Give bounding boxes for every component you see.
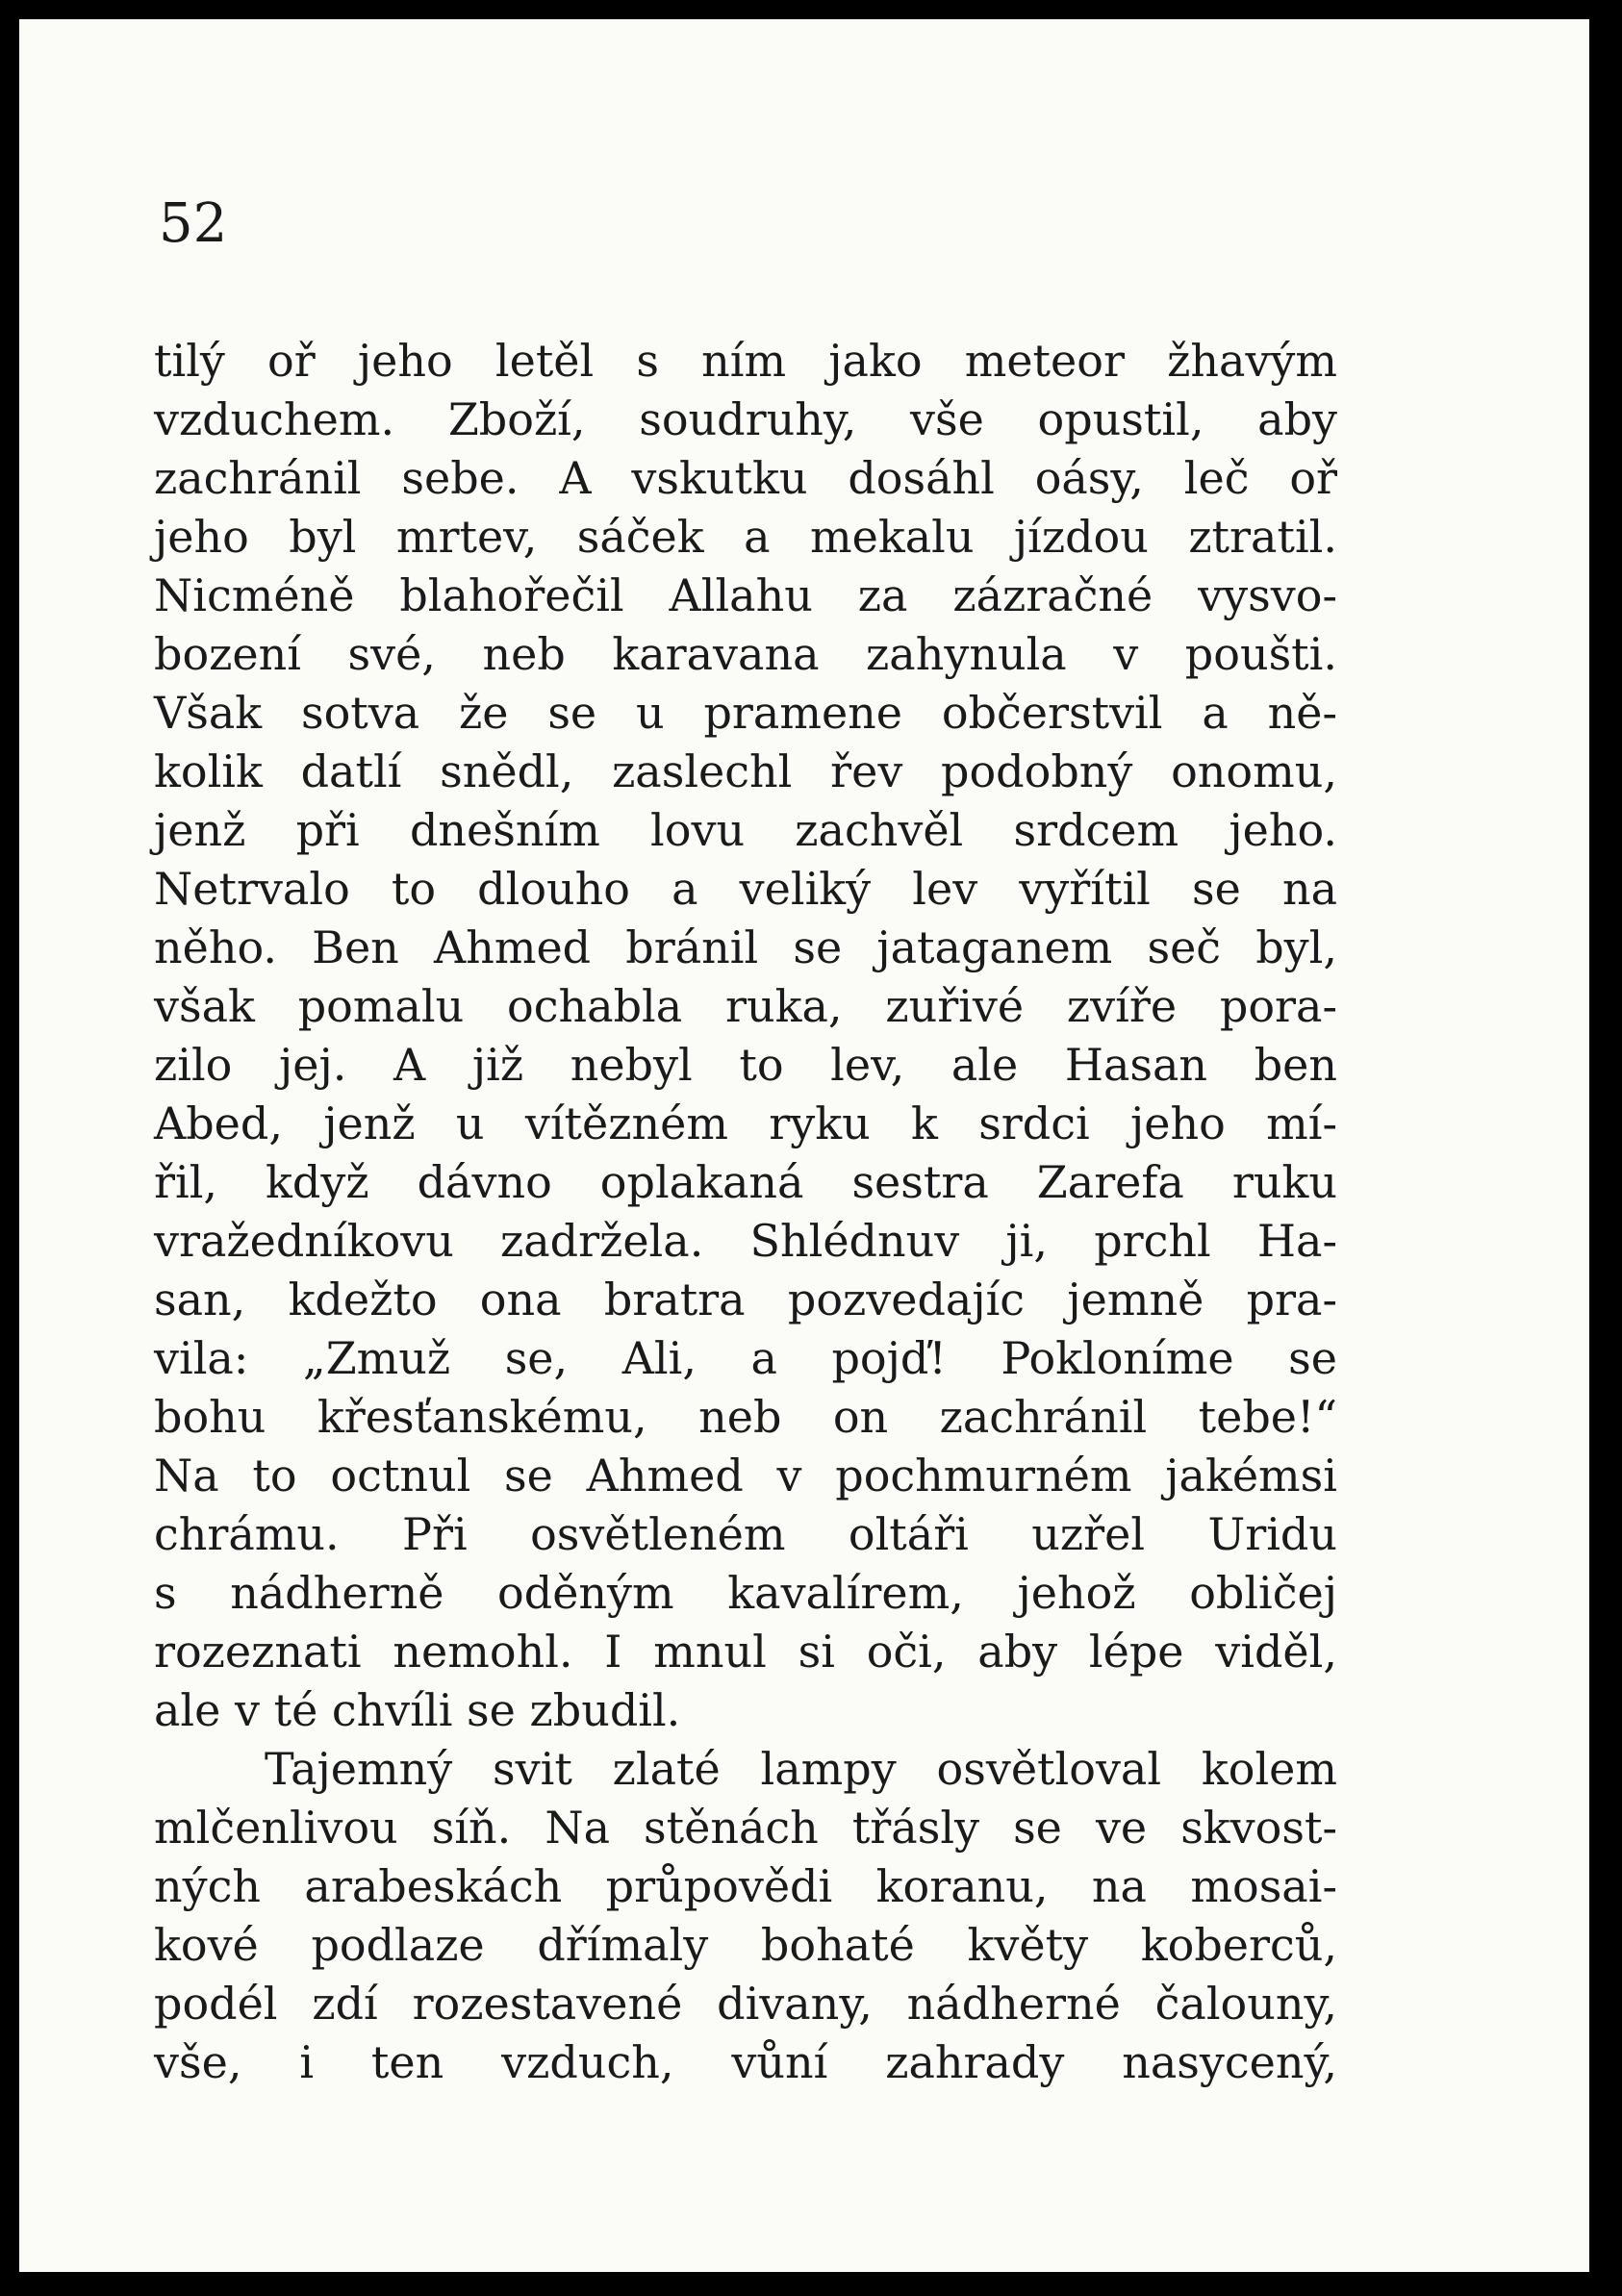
paragraph-start-line: Tajemný svit zlaté lampy osvětloval kolem [265, 1743, 1337, 1795]
paragraph-end-line: ale v té chvíli se zbudil. [154, 1684, 681, 1736]
book-page [19, 19, 1589, 2272]
text-line: rozeznati nemohl. I mnul si oči, aby lépe viděl, [154, 1626, 1337, 1678]
text-line: s nádherně oděným kavalírem, jehož obličej [154, 1567, 1337, 1619]
text-line: vzduchem. Zboží, soudruhy, vše opustil, aby [154, 393, 1337, 445]
text-line: Však sotva že se u pramene občerstvil a ně- [154, 687, 1337, 739]
text-line: Na to octnul se Ahmed v pochmurném jakémsi [154, 1450, 1337, 1501]
text-line: jenž při dnešním lovu zachvěl srdcem jeho. [154, 804, 1337, 856]
text-line: kolik datlí snědl, zaslechl řev podobný onomu, [154, 745, 1337, 797]
text-line: san, kdežto ona bratra pozvedajíc jemně pra- [154, 1274, 1337, 1325]
text-line: podél zdí rozestavené divany, nádherné čalouny, [154, 1978, 1337, 2030]
text-line: Netrvalo to dlouho a veliký lev vyřítil se na [154, 863, 1337, 915]
text-line: Abed, jenž u vítězném ryku k srdci jeho mí- [154, 1098, 1337, 1149]
text-line: jeho byl mrtev, sáček a mekalu jízdou ztratil. [154, 511, 1337, 563]
text-line: zilo jej. A již nebyl to lev, ale Hasan ben [154, 1039, 1337, 1091]
text-line: bohu křesťanskému, neb on zachránil tebe!“ [154, 1391, 1337, 1443]
text-line: tilý oř jeho letěl s ním jako meteor žhavým [154, 335, 1337, 387]
text-line: kové podlaze dřímaly bohaté květy koberců, [154, 1919, 1337, 1971]
text-line: ných arabeskách průpovědi koranu, na mosai- [154, 1860, 1337, 1912]
text-line: však pomalu ochabla ruka, zuřivé zvíře pora- [154, 980, 1337, 1032]
text-line: řil, když dávno oplakaná sestra Zarefa ruku [154, 1156, 1337, 1208]
text-line: chrámu. Při osvětleném oltáři uzřel Uridu [154, 1508, 1337, 1560]
body-text [154, 332, 1337, 2092]
text-line: mlčenlivou síň. Na stěnách třásly se ve skvost- [154, 1802, 1337, 1854]
text-line: zachránil sebe. A vskutku dosáhl oásy, leč oř [154, 452, 1337, 504]
text-line: vše, i ten vzduch, vůní zahrady nasycený, [154, 2036, 1337, 2088]
text-line: vila: „Zmuž se, Ali, a pojď! Pokloníme se [154, 1332, 1337, 1384]
text-line: něho. Ben Ahmed bránil se jataganem seč byl, [154, 921, 1337, 973]
text-line: vražedníkovu zadržela. Shlédnuv ji, prchl Ha- [154, 1215, 1337, 1267]
text-line: bození své, neb karavana zahynula v poušti. [154, 628, 1337, 680]
page-number: 52 [159, 192, 228, 255]
text-line: Nicméně blahořečil Allahu za zázračné vysvo- [154, 569, 1337, 621]
